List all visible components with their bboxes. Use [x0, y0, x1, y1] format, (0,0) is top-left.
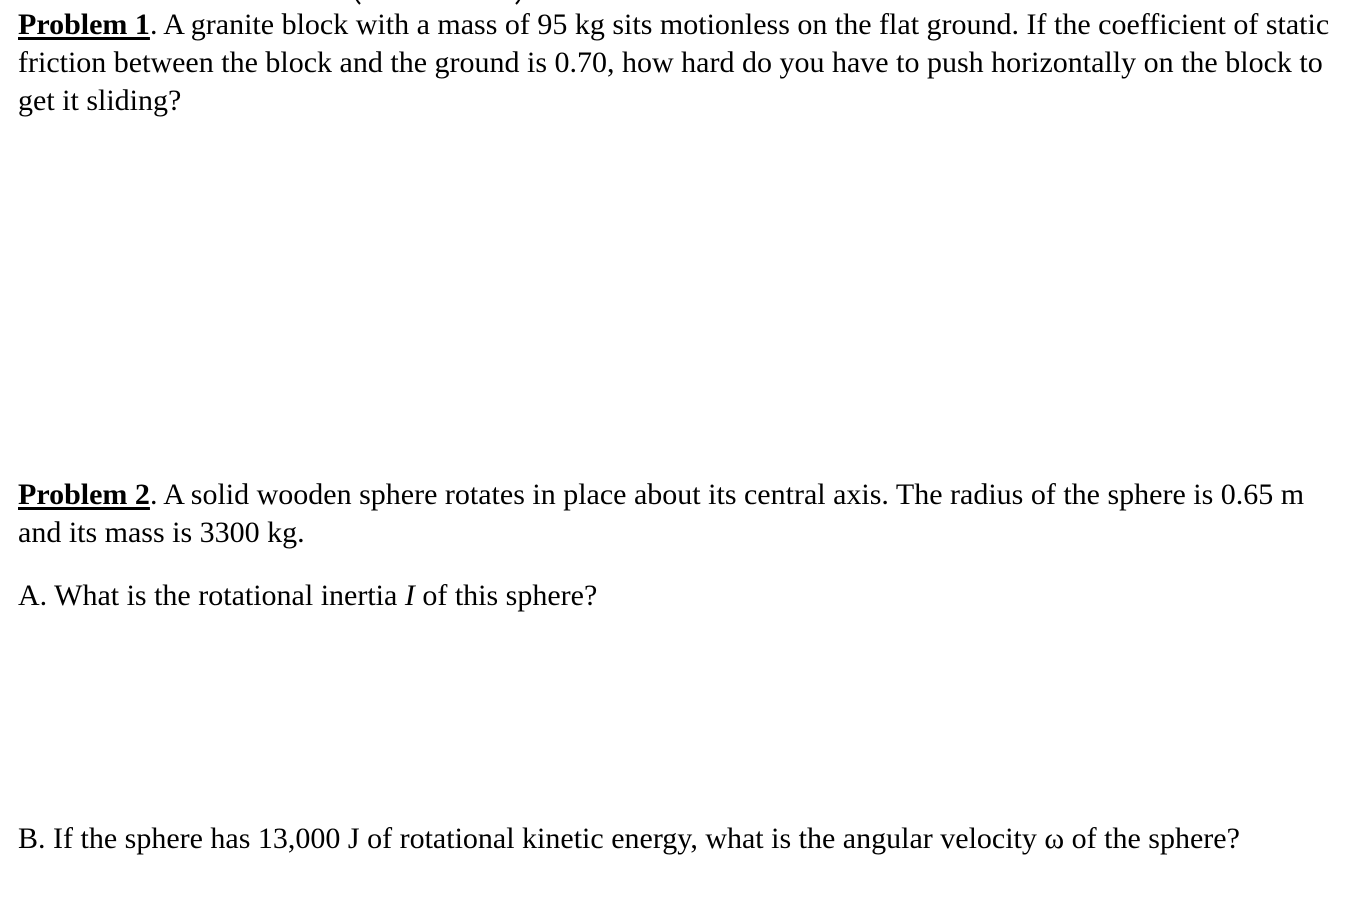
part-a-suffix: of this sphere? [414, 579, 598, 612]
problem-1-text: A granite block with a mass of 95 kg sits motionless on the flat ground. If the coefficient of static friction between the block and the ground is 0.70, how hard do you have to push horizontally on the block to get it sliding? [18, 8, 1330, 117]
problem-2-part-b [18, 820, 1334, 858]
problem-2-label: Problem 2 [18, 478, 150, 511]
problem-2-paragraph [18, 476, 1334, 552]
part-a-symbol: I [404, 579, 415, 612]
part-b-text: B. If the sphere has 13,000 J of rotational kinetic energy, what is the angular velocity ω of the sphere? [18, 822, 1240, 855]
problem-1-label: Problem 1 [18, 8, 150, 41]
part-a-prefix: A. What is the rotational inertia [18, 579, 405, 612]
problem-1-paragraph [18, 6, 1334, 120]
problem-1-label-punct: . [149, 8, 158, 41]
problem-2-part-a [18, 577, 1334, 615]
problem-2-text: A solid wooden sphere rotates in place about its central axis. The radius of the sphere is 0.65 m and its mass is 3300 kg. [18, 478, 1305, 549]
problem-2-label-punct: . [149, 478, 158, 511]
